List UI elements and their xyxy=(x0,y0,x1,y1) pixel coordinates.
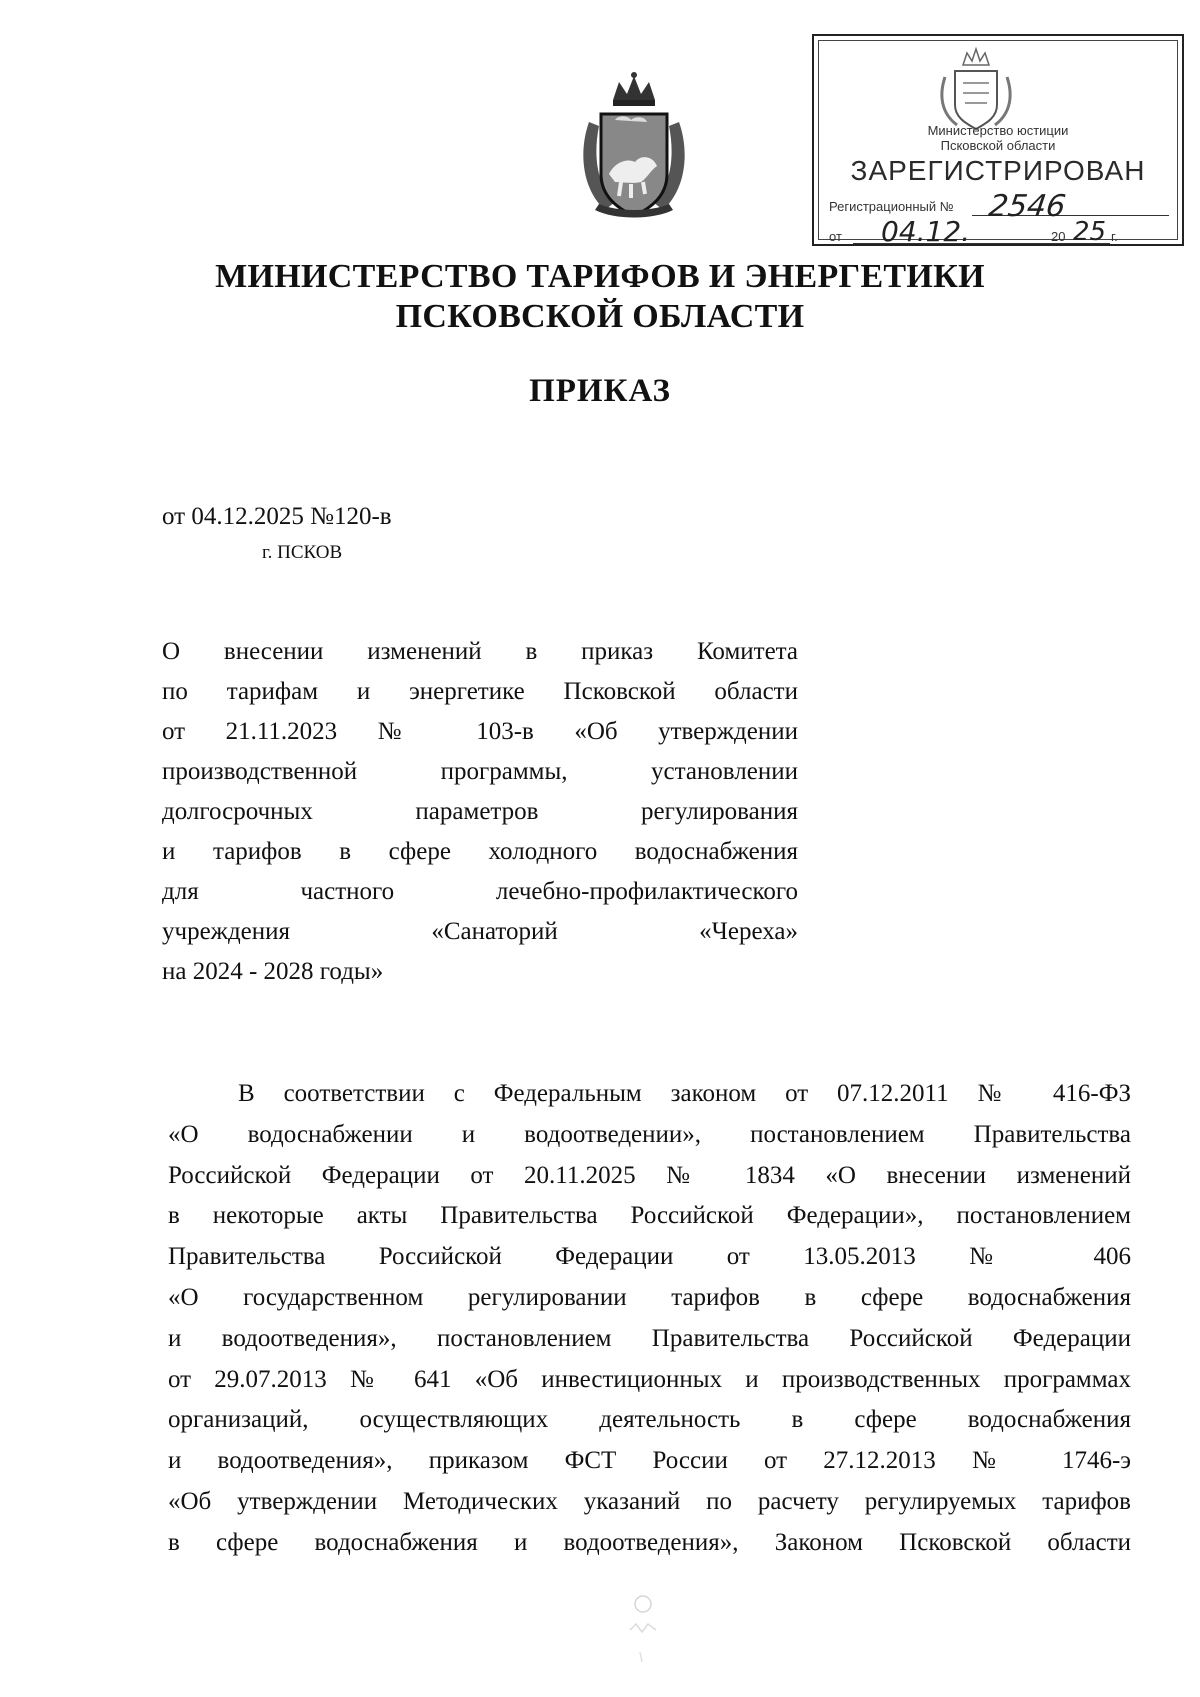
body-line: Правительства Российской Федерации от 13.05.2013 № 406 xyxy=(168,1243,1131,1271)
stamp-date: 04.12. xyxy=(881,215,971,248)
body-line: «О водоснабжении и водоотведении», постановлением Правительства xyxy=(168,1120,1131,1148)
ministry-name-line-1: МИНИСТЕРСТВО ТАРИФОВ И ЭНЕРГЕТИКИ xyxy=(215,258,985,295)
ministry-name-line-2: ПСКОВСКОЙ ОБЛАСТИ xyxy=(395,298,805,335)
stamp-reg-number-label: Регистрационный № xyxy=(829,199,954,214)
stamp-coat-of-arms-icon xyxy=(937,47,1015,131)
subject-line: для частного лечебно-профилактического xyxy=(162,878,798,905)
subject-line: по тарифам и энергетике Псковской области xyxy=(162,678,798,705)
body-line: от 29.07.2013 № 641 «Об инвестиционных и производственных программах xyxy=(168,1365,1131,1393)
body-line: в некоторые акты Правительства Российской Федерации», постановлением xyxy=(168,1202,1131,1230)
coat-of-arms-icon xyxy=(575,70,693,220)
subject-line: от 21.11.2023 № 103-в «Об утверждении xyxy=(162,718,798,745)
document-type-title: ПРИКАЗ xyxy=(529,373,671,409)
stamp-reg-number-row xyxy=(829,189,1169,224)
subject-line: и тарифов в сфере холодного водоснабжения xyxy=(162,838,798,865)
stamp-reg-number: 2546 xyxy=(986,189,1068,224)
body-line: и водоотведения», приказом ФСТ России от 27.12.2013 № 1746-э xyxy=(168,1447,1131,1475)
order-city: г. ПСКОВ xyxy=(262,542,343,563)
faint-mark-icon xyxy=(618,1590,668,1670)
stamp-year-suffix: г. xyxy=(1111,229,1118,244)
body-line: «О государственном регулировании тарифов в сфере водоснабжения xyxy=(168,1283,1131,1311)
subject-line: долгосрочных параметров регулирования xyxy=(162,798,798,825)
subject-line: О внесении изменений в приказ Комитета xyxy=(162,638,798,665)
body-line: организаций, осуществляющих деятельность в сфере водоснабжения xyxy=(168,1406,1131,1434)
stamp-emblem xyxy=(937,47,1015,131)
subject-line: производственной программы, установлении xyxy=(162,758,798,785)
order-body xyxy=(168,1074,1131,1564)
order-subject xyxy=(162,632,798,992)
stamp-date-row xyxy=(829,215,1179,248)
stamp-ministry: Министерство юстиции xyxy=(927,123,1069,138)
stamp-year-prefix: 20 xyxy=(1051,229,1066,244)
body-line: и водоотведения», постановлением Правительства Российской Федерации xyxy=(168,1324,1131,1352)
body-line: Российской Федерации от 20.11.2025 № 1834 «О внесении изменений xyxy=(168,1161,1131,1189)
body-line: в сфере водоснабжения и водоотведения», Законом Псковской области xyxy=(168,1528,1131,1556)
bleed-through-mark xyxy=(618,1590,668,1670)
stamp-year: 25 xyxy=(1073,217,1107,247)
subject-line: на 2024 - 2028 годы» xyxy=(162,958,384,985)
body-line: В соответствии с Федеральным законом от 07.12.2011 № 416-ФЗ xyxy=(238,1080,1131,1107)
stamp-date-from-label: от xyxy=(829,229,842,244)
registration-stamp xyxy=(812,34,1184,246)
stamp-region: Псковской области xyxy=(940,138,1056,153)
stamp-inner-border xyxy=(818,40,1178,248)
order-date-number: от 04.12.2025 №120-в xyxy=(162,503,392,530)
subject-line: учреждения «Санаторий «Череха» xyxy=(162,918,798,945)
coat-of-arms-emblem xyxy=(575,70,693,220)
stamp-status: ЗАРЕГИСТРИРОВАН xyxy=(850,155,1146,186)
body-line: «Об утверждении Методических указаний по расчету регулируемых тарифов xyxy=(168,1487,1131,1515)
